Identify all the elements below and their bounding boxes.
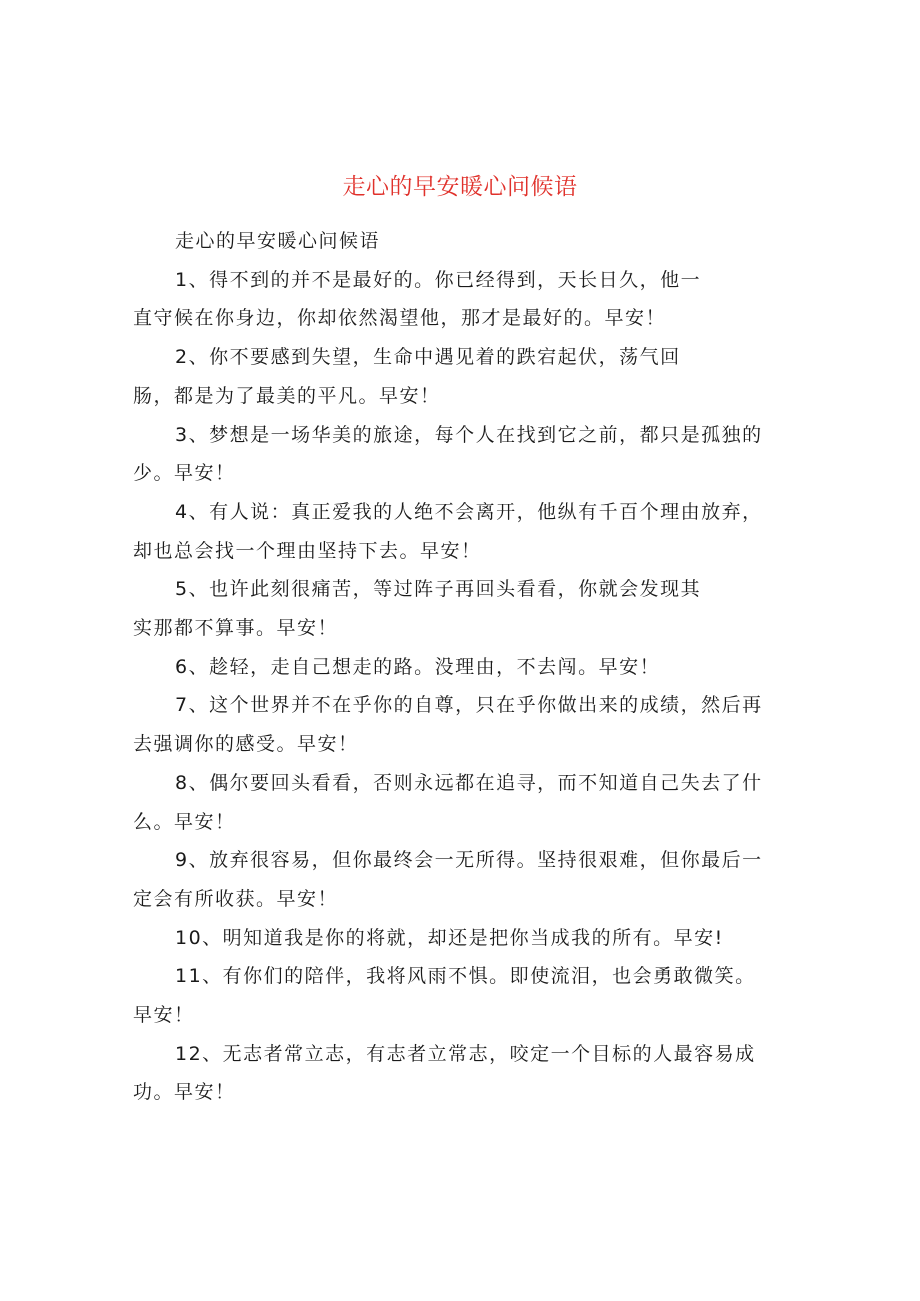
paragraph-line: 11、有你们的陪伴，我将风雨不惧。即使流泪，也会勇敢微笑。 <box>175 965 756 988</box>
paragraph-line: 8、偶尔要回头看看，否则永远都在追寻，而不知道自己失去了什 <box>175 771 763 794</box>
paragraph-line: 定会有所收获。早安！ <box>133 887 339 910</box>
paragraph-line: 肠，都是为了最美的平凡。早安！ <box>133 384 441 407</box>
subtitle-line: 走心的早安暖心问候语 <box>175 230 381 252</box>
paragraph-line: 么。早安！ <box>133 810 236 833</box>
paragraph-5 <box>133 570 798 647</box>
paragraph-8 <box>133 764 798 841</box>
paragraph-line: 12、无志者常立志，有志者立常志，咬定一个目标的人最容易成 <box>175 1042 756 1065</box>
paragraph-10 <box>133 919 798 958</box>
document-body <box>133 222 798 1112</box>
paragraph-line: 10、明知道我是你的将就，却还是把你当成我的所有。早安! <box>175 926 724 949</box>
paragraph-line: 却也总会找一个理由坚持下去。早安！ <box>133 539 482 562</box>
paragraph-line: 6、趁轻，走自己想走的路。没理由，不去闯。早安！ <box>175 655 661 678</box>
paragraph-11 <box>133 957 798 1034</box>
paragraph-line: 去强调你的感受。早安！ <box>133 733 359 756</box>
paragraph-line: 早安！ <box>133 1004 195 1027</box>
document-subtitle <box>133 222 798 261</box>
paragraph-line: 1、得不到的并不是最好的。你已经得到，天长日久，他一 <box>175 268 702 291</box>
paragraph-1 <box>133 261 798 338</box>
paragraph-4 <box>133 493 798 570</box>
paragraph-line: 9、放弃很容易，但你最终会一无所得。坚持很艰难，但你最后一 <box>175 849 763 872</box>
paragraph-9 <box>133 841 798 918</box>
paragraph-line: 7、这个世界并不在乎你的自尊，只在乎你做出来的成绩，然后再 <box>175 694 763 717</box>
paragraph-line: 5、也许此刻很痛苦，等过阵子再回头看看，你就会发现其 <box>175 578 702 601</box>
paragraph-6 <box>133 648 798 687</box>
document-title: 走心的早安暖心问候语 <box>342 174 578 200</box>
paragraph-line: 4、有人说：真正爱我的人绝不会离开，他纵有千百个理由放弃， <box>175 500 763 523</box>
paragraph-12 <box>133 1035 798 1112</box>
paragraph-line: 少。早安！ <box>133 462 236 485</box>
paragraph-line: 功。早安！ <box>133 1081 236 1104</box>
paragraph-2 <box>133 338 798 415</box>
paragraph-line: 3、梦想是一场华美的旅途，每个人在找到它之前，都只是孤独的 <box>175 423 763 446</box>
paragraph-3 <box>133 416 798 493</box>
paragraph-line: 直守候在你身边，你却依然渴望他，那才是最好的。早安！ <box>133 307 667 330</box>
paragraph-line: 2、你不要感到失望，生命中遇见着的跌宕起伏，荡气回 <box>175 346 681 369</box>
paragraph-7 <box>133 686 798 763</box>
paragraph-line: 实那都不算事。早安！ <box>133 617 339 640</box>
